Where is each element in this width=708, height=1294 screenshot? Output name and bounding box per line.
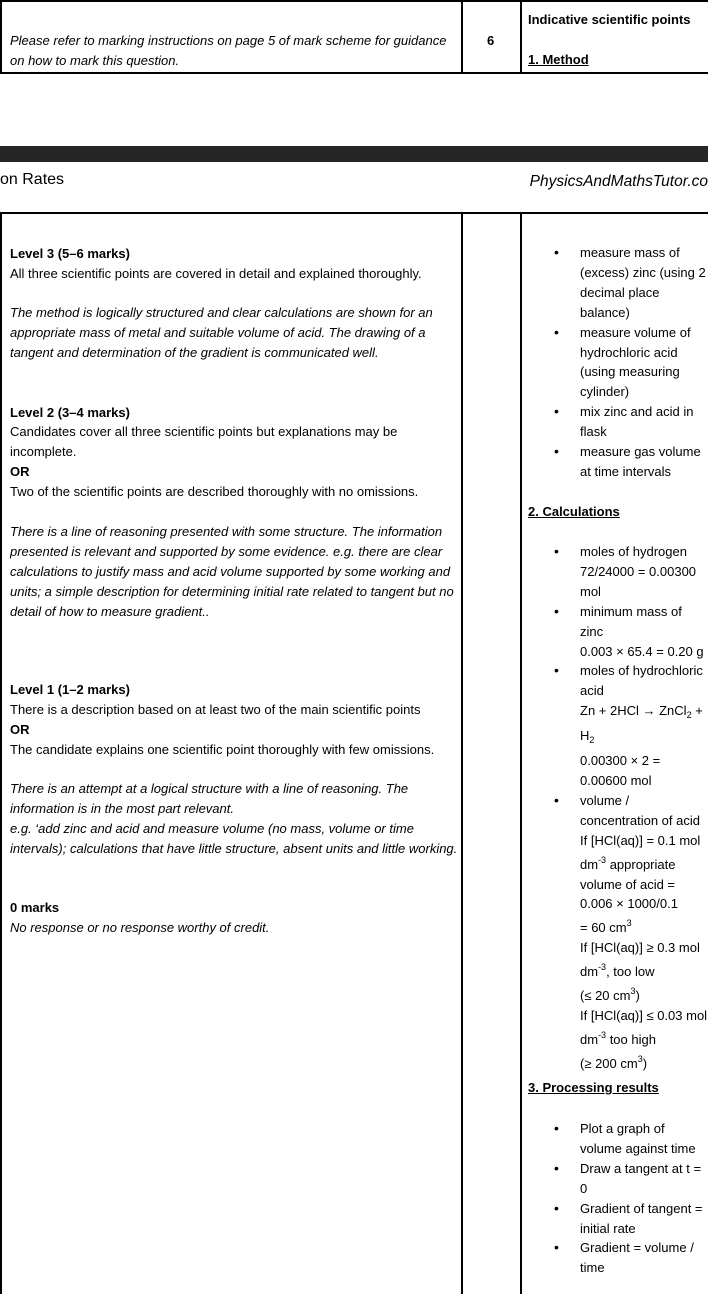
top-table-col-line: [0, 0, 2, 74]
main-table-col-line: [0, 212, 2, 1294]
acid-condition-2: If [HCl(aq)] ≥ 0.3 mol $dm^{-3}$, too low: [580, 940, 700, 980]
list-item: [552, 602, 708, 662]
level2-title: Level 2 (3–4 marks): [10, 405, 130, 420]
processing-heading: 3. Processing results: [528, 1080, 659, 1095]
method-list: [552, 243, 708, 482]
calc-item-title: moles of hydrochloric acid: [580, 663, 703, 699]
calc-item-detail: 0.003 × 65.4 = 0.20 g: [580, 643, 704, 659]
calc-item-title: moles of hydrogen: [580, 544, 687, 559]
level3-description: All three scientific points are covered in detail and explained thoroughly.: [10, 266, 422, 281]
list-item: [552, 661, 708, 790]
level0-title: 0 marks: [10, 900, 60, 915]
list-item: [552, 542, 708, 602]
acid-volume-result: = 60 $cm^3$: [580, 918, 632, 936]
level2-or: OR: [10, 464, 30, 479]
main-table-border-top: [0, 212, 708, 214]
list-item: • Gradient of tangent = initial rate: [552, 1199, 708, 1239]
top-table-border-bottom: [0, 72, 708, 74]
list-item: • mix zinc and acid in flask: [552, 402, 708, 442]
level2-description-b: Two of the scientific points are described thoroughly with no omissions.: [10, 484, 419, 499]
list-item: • Gradient = volume / time: [552, 1238, 708, 1278]
level1-title: Level 1 (1–2 marks): [10, 682, 130, 697]
list-item: • Draw a tangent at t = 0: [552, 1159, 708, 1199]
list-item: • measure volume of hydrochloric acid (using measuring cylinder): [552, 323, 708, 403]
acid-low-limit: (≤ 20 $cm^3$): [580, 986, 640, 1004]
top-table-col-line: [461, 0, 463, 74]
site-watermark: PhysicsAndMathsTutor.co: [529, 173, 708, 190]
processing-list: [552, 1119, 708, 1278]
marking-guidance-note: Please refer to marking instructions on page 5 of mark scheme for guidance on how to mark this question.: [10, 33, 447, 68]
level1-description-a: There is a description based on at least two of the main scientific points: [10, 702, 421, 717]
top-table-col-line: [520, 0, 522, 74]
acid-volume-calc: 0.006 × 1000/0.1: [580, 896, 678, 912]
marks-value: 6: [487, 33, 495, 48]
list-item: [552, 791, 708, 1074]
level3-communication: The method is logically structured and clear calculations are shown for an appropriate mass of metal and suitable volume of acid. The drawing of a tangent and determination of the gradient is communicated well.: [10, 305, 433, 360]
main-table-col-line: [520, 212, 522, 1294]
reaction-equation: Zn + 2HCl → ZnCl$_2$ + $H_2$: [580, 703, 703, 746]
level0-description: No response or no response worthy of credit.: [10, 920, 270, 935]
chapter-title: on Rates: [0, 171, 65, 188]
list-item: • Plot a graph of volume against time: [552, 1119, 708, 1159]
level2-description-a: Candidates cover all three scientific points but explanations may be incomplete.: [10, 424, 398, 459]
calc-item-detail: 0.00300 × 2 = 0.00600 mol: [580, 753, 661, 788]
level1-communication-a: There is an attempt at a logical structure with a line of reasoning. The information is in the most part relevant.: [10, 781, 409, 816]
calc-item-detail: 72/24000 = 0.00300 mol: [580, 563, 697, 599]
method-heading: 1. Method: [528, 52, 589, 67]
main-table-col-line: [461, 212, 463, 1294]
level3-title: Level 3 (5–6 marks): [10, 246, 130, 261]
acid-condition-3: If [HCl(aq)] ≤ 0.03 mol $dm^{-3}$ too high: [580, 1007, 708, 1047]
calc-item-title: minimum mass of zinc: [580, 603, 682, 639]
level2-communication: There is a line of reasoning presented with some structure. The information presented is relevant and supported by some evidence. e.g. there are clear calculations to justify mass and acid volume supported by some working and units; a simple description for determining initial rate related to tangent but no detail of how to measure gradient..: [10, 524, 454, 619]
list-item: • measure gas volume at time intervals: [552, 442, 708, 482]
calculations-list: [552, 542, 708, 1074]
list-item: • measure mass of (excess) zinc (using 2 decimal place balance): [552, 243, 708, 323]
level1-description-b: The candidate explains one scientific point thoroughly with few omissions.: [10, 742, 435, 757]
level1-or: OR: [10, 722, 30, 737]
calculations-heading: 2. Calculations: [528, 504, 620, 519]
header-bar: [0, 146, 708, 162]
acid-condition-1: If [HCl(aq)] = 0.1 mol $dm^{-3}$ appropriate volume of acid =: [580, 832, 701, 892]
calc-item-title: volume / concentration of acid: [580, 792, 700, 828]
indicative-points-heading: Indicative scientific points: [528, 12, 691, 27]
level1-communication-b: e.g. ‘add zinc and acid and measure volume (no mass, volume or time intervals); calculations that have little structure, absent units and little working.: [10, 821, 458, 856]
top-table-border-top: [0, 0, 708, 2]
acid-high-limit: (≥ 200 $cm^3$): [580, 1053, 648, 1071]
